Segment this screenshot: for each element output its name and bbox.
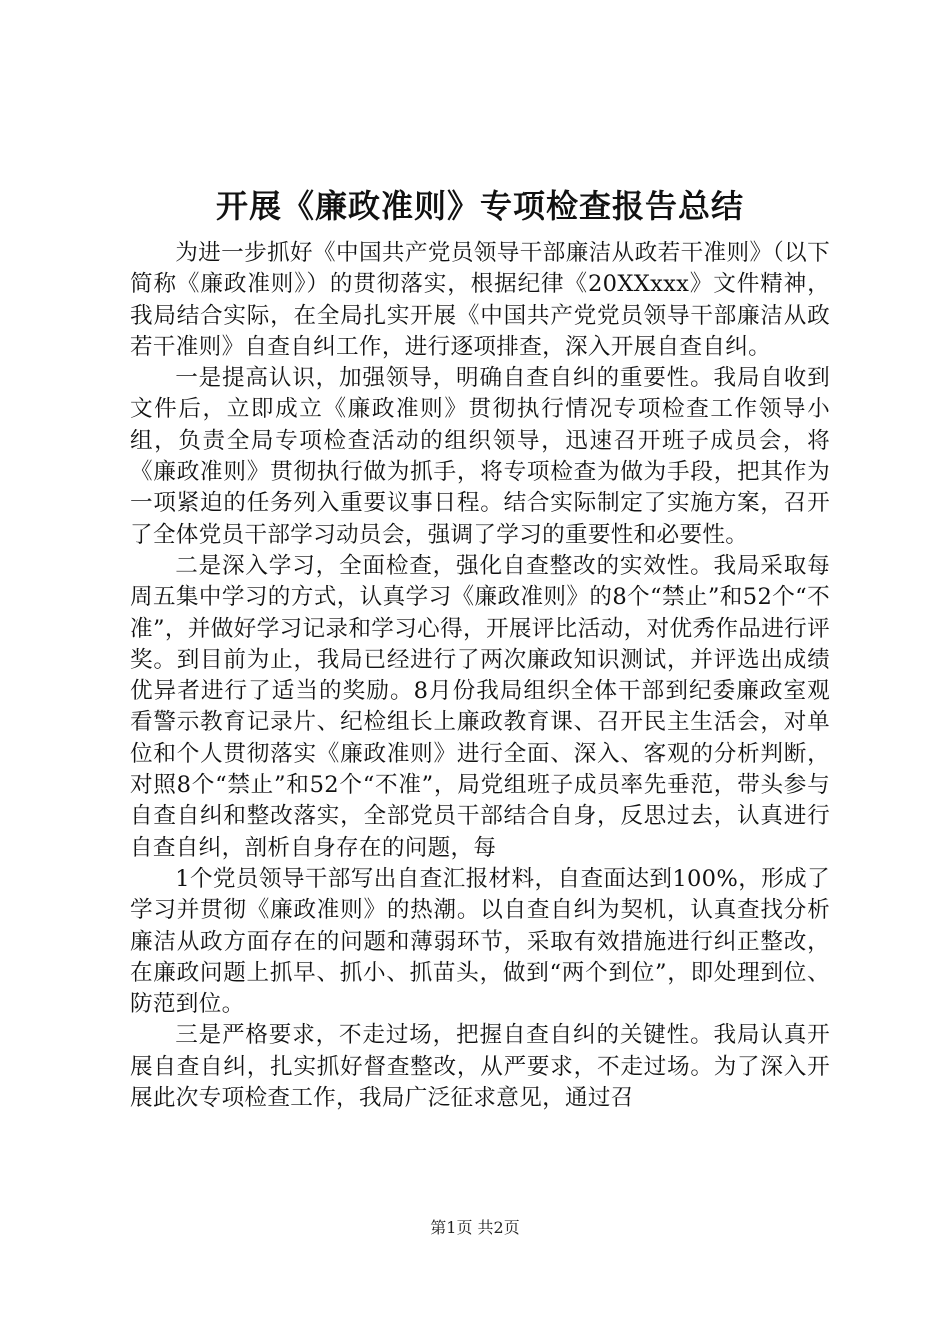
document-body — [130, 238, 830, 1114]
paragraph-intro: 为进一步抓好《中国共产党员领导干部廉洁从政若干准则》（以下简称《廉政准则》）的贯彻落实，根据纪律《20XXxxx》文件精神，我局结合实际，在全局扎实开展《中国共产党党员领导干部廉洁从政若干准则》自查自纠工作，进行逐项排查，深入开展自查自纠。 — [130, 240, 830, 360]
page-footer: 第1页 共2页 — [430, 1218, 520, 1237]
paragraph-point-two-continued: 1个党员领导干部写出自查汇报材料，自查面达到100%，形成了学习并贯彻《廉政准则》的热潮。以自查自纠为契机，认真查找分析廉洁从政方面存在的问题和薄弱环节，采取有效措施进行纠正整改，在廉政问题上抓早、抓小、抓苗头，做到“两个到位”，即处理到位、防范到位。 — [130, 865, 830, 1018]
paragraph-point-two: 二是深入学习，全面检查，强化自查整改的实效性。我局采取每周五集中学习的方式，认真学习《廉政准则》的8个“禁止”和52个“不准”，并做好学习记录和学习心得，开展评比活动，对优秀作品进行评奖。到目前为止，我局已经进行了两次廉政知识测试，并评选出成绩优异者进行了适当的奖励。8月份我局组织全体干部到纪委廉政室观看警示教育记录片、纪检组长上廉政教育课、召开民主生活会，对单位和个人贯彻落实《廉政准则》进行全面、深入、客观的分析判断，对照8个“禁止”和52个“不准”，局党组班子成员率先垂范，带头参与自查自纠和整改落实，全部党员干部结合自身，反思过去，认真进行自查自纠，剖析自身存在的问题，每 — [130, 552, 830, 861]
paragraph-point-three: 三是严格要求，不走过场，把握自查自纠的关键性。我局认真开展自查自纠，扎实抓好督查整改，从严要求，不走过场。为了深入开展此次专项检查工作，我局广泛征求意见，通过召 — [130, 1022, 830, 1112]
paragraph-point-one: 一是提高认识，加强领导，明确自查自纠的重要性。我局自收到文件后，立即成立《廉政准则》贯彻执行情况专项检查工作领导小组，负责全局专项检查活动的组织领导，迅速召开班子成员会，将《廉政准则》贯彻执行做为抓手，将专项检查为做为手段，把其作为一项紧迫的任务列入重要议事日程。结合实际制定了实施方案，召开了全体党员干部学习动员会，强调了学习的重要性和必要性。 — [130, 365, 830, 548]
document-title: 开展《廉政准则》专项检查报告总结 — [215, 187, 744, 225]
document-page — [130, 180, 830, 1114]
